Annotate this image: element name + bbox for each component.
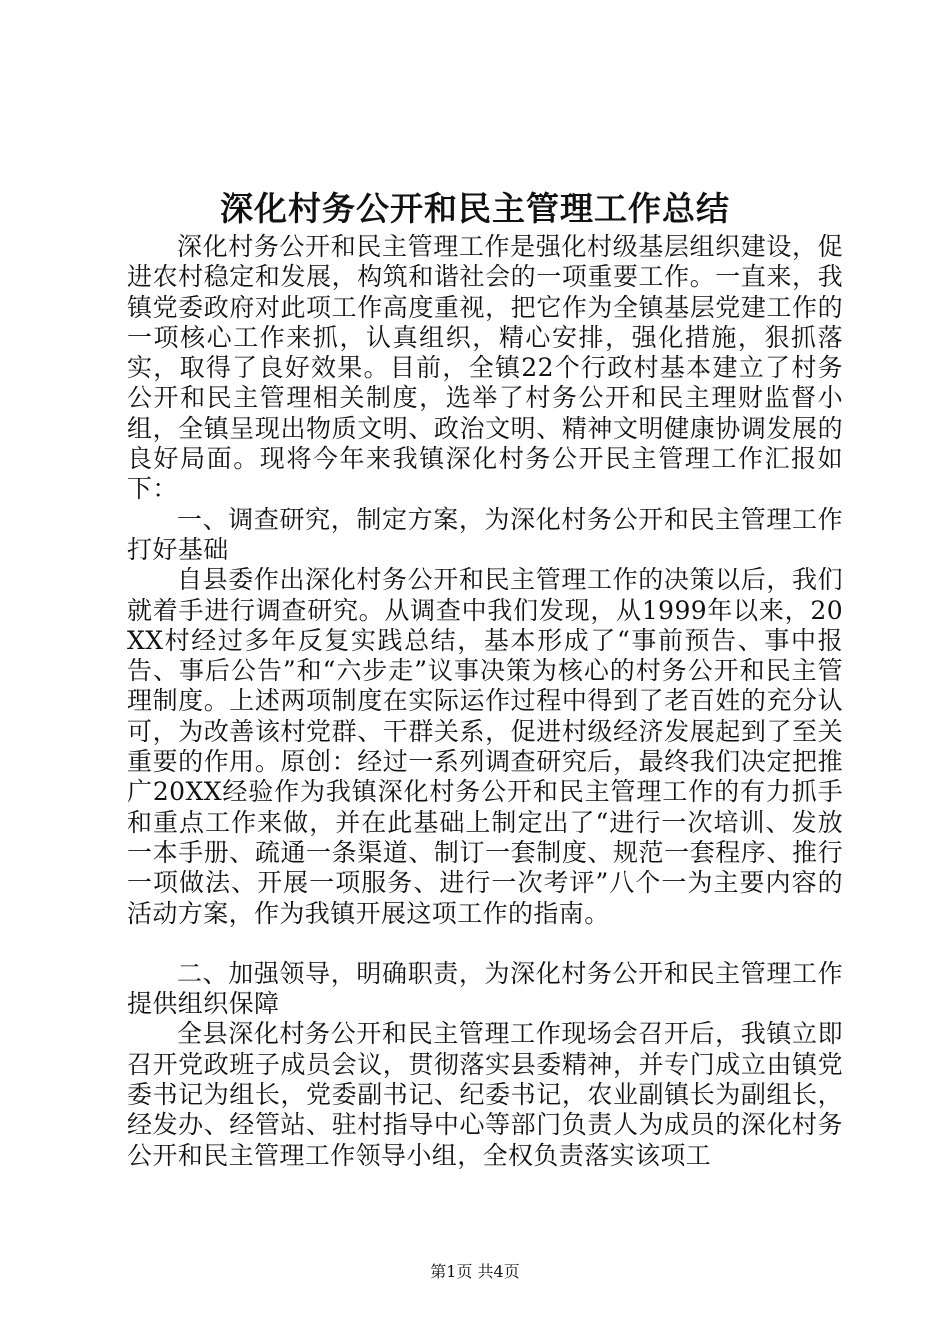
paragraph-section-1: 自县委作出深化村务公开和民主管理工作的决策以后，我们就着手进行调查研究。从调查中我们发现，从1999年以来，20XX村经过多年反复实践总结，基本形成了“事前预告、事中报告、事后公告”和“六步走”议事决策为核心的村务公开和民主管理制度。上述两项制度在实际运作过程中得到了老百姓的充分认可，为改善该村党群、干群关系，促进村级经济发展起到了至关重要的作用。原创：经过一系列调查研究后，最终我们决定把推广20XX经验作为我镇深化村务公开和民主管理工作的有力抓手和重点工作来做，并在此基础上制定出了“进行一次培训、发放一本手册、疏通一条渠道、制订一套制度、规范一套程序、推行一项做法、开展一项服务、进行一次考评”八个一为主要内容的活动方案，作为我镇开展这项工作的指南。 [127,565,843,928]
section-heading-2: 二、加强领导，明确职责，为深化村务公开和民主管理工作提供组织保障 [127,958,843,1019]
page-footer: 第1页 共4页 [430,1262,520,1281]
page-title: 深化村务公开和民主管理工作总结 [220,189,730,228]
paragraph-section-2: 全县深化村务公开和民主管理工作现场会召开后，我镇立即召开党政班子成员会议，贯彻落实县委精神，并专门成立由镇党委书记为组长，党委副书记、纪委书记，农业副镇长为副组长，经发办、经管站、驻村指导中心等部门负责人为成员的深化村务公开和民主管理工作领导小组，全权负责落实该项工 [127,1019,843,1170]
section-heading-1: 一、调查研究，制定方案，为深化村务公开和民主管理工作打好基础 [127,504,843,564]
paragraph-intro: 深化村务公开和民主管理工作是强化村级基层组织建设，促进农村稳定和发展，构筑和谐社会的一项重要工作。一直来，我镇党委政府对此项工作高度重视，把它作为全镇基层党建工作的一项核心工作来抓，认真组织，精心安排，强化措施，狠抓落实，取得了良好效果。目前，全镇22个行政村基本建立了村务公开和民主管理相关制度，选举了村务公开和民主理财监督小组，全镇呈现出物质文明、政治文明、精神文明健康协调发展的良好局面。现将今年来我镇深化村务公开民主管理工作汇报如下： [127,232,843,504]
document-body [127,232,843,1171]
